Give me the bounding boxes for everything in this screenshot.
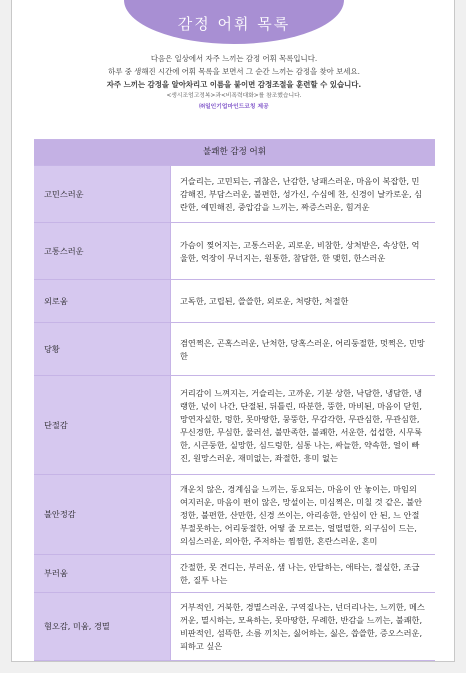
category-cell: 외로움 [34,280,170,322]
words-cell: 거부적인, 거북한, 경멸스러운, 구역질나는, 넌더리나는, 느끼한, 메스꺼운, 멸시하는, 모욕하는, 못마땅한, 무례한, 반감을 느끼는, 불쾌한, 비판적인, 섬뜩한, 소름 끼치는, 싫어하는, 싫은, 씁쓸한, 증오스러운, 피하고 싶은 [170,593,435,660]
table-row [34,323,435,376]
table-row [34,223,435,280]
words-cell: 개운치 않은, 경계심을 느끼는, 동요되는, 마음이 안 놓이는, 마임의 여지러운, 마음이 편이 않은, 망설이는, 미심쩍은, 미칠 것 같은, 불안정한, 불편한, 산만한, 신경 쓰이는, 아리송한, 안심이 안 된, 느 안절부절못하는, 어리둥절한, 어떻 줄 모르는, 얼떨떨한, 의구심이 드는, 의심스러운, 의아한, 주저하는 찜찜한, 혼란스러운, 혼미 [170,475,435,554]
words-cell: 거슬리는, 고민되는, 귀찮은, 난감한, 낭패스러운, 마음이 복잡한, 민감해진, 부담스러운, 불편한, 성가신, 수심에 찬, 신경이 날카로운, 심란한, 예민해진, 중압감을 느끼는, 짜증스러운, 힘겨운 [170,166,435,222]
table-row [34,280,435,323]
credit-note: ㈜일인기업마인드코칭 제공 [199,104,269,110]
intro-line-1: 다음은 일상에서 자주 느끼는 감정 어휘 목록입니다. [150,54,318,63]
category-cell: 부러움 [34,555,170,592]
words-cell: 고독한, 고립된, 쓸쓸한, 외로운, 처량한, 처절한 [170,280,435,322]
page-title: 감정 어휘 목록 [124,0,344,44]
document-page [11,0,455,662]
words-cell: 가슴이 찢어지는, 고통스러운, 괴로운, 비참한, 상처받은, 속상한, 억울한, 억장이 무너지는, 원통한, 참담한, 한 맺힌, 한스러운 [170,223,435,279]
category-cell: 혐오감, 미움, 경멸 [34,593,170,660]
words-cell: 간절한, 못 견디는, 부러운, 샘 나는, 안달하는, 애타는, 절실한, 조급한, 질투 나는 [170,555,435,592]
table-row [34,593,435,661]
table-row [34,376,435,475]
category-cell: 단절감 [34,376,170,474]
emotion-vocabulary-table [34,139,435,661]
source-note: <생시조엄고정복>과<비폭력대화>를 참조했습니다. [166,93,302,99]
words-cell: 거리감이 느껴지는, 거슬리는, 고까운, 기분 상한, 낙담한, 냉담한, 냉랭한, 넋이 나간, 단절된, 뒤틀린, 따분한, 뚱한, 마비된, 마음이 닫힌, 망연자실한, 멍한, 못마땅한, 뭉뚱한, 무감각한, 무관심한, 무관심한, 무신경한, 무심한, 물러선, 불만족한, 불쾌한, 서운한, 섭섭한, 시무룩한, 시큰둥한, 실망한, 심드렁한, 심통 나는, 싸늘한, 약속한, 얼이 빠진, 원망스러운, 재미없는, 좌절한, 흥미 없는 [170,376,435,474]
table-header: 불쾌한 감정 어휘 [34,140,435,166]
table-row [34,555,435,593]
intro-line-2: 하루 중 생해진 시간에 어휘 목록을 보면서 그 순간 느끼는 감정을 찾아 보세요. [108,67,360,76]
category-cell: 당황 [34,323,170,375]
table-row [34,475,435,555]
words-cell: 겸연쩍은, 곤혹스러운, 난처한, 당혹스러운, 어리둥절한, 멋쩍은, 민망한 [170,323,435,375]
intro-line-3: 자주 느끼는 감정을 알아차리고 이름을 붙이면 감정조절을 훈련할 수 있습니다. [106,80,362,89]
category-cell: 불안정감 [34,475,170,554]
table-row [34,166,435,223]
intro-text [22,52,446,113]
category-cell: 고민스러운 [34,166,170,222]
category-cell: 고통스러운 [34,223,170,279]
